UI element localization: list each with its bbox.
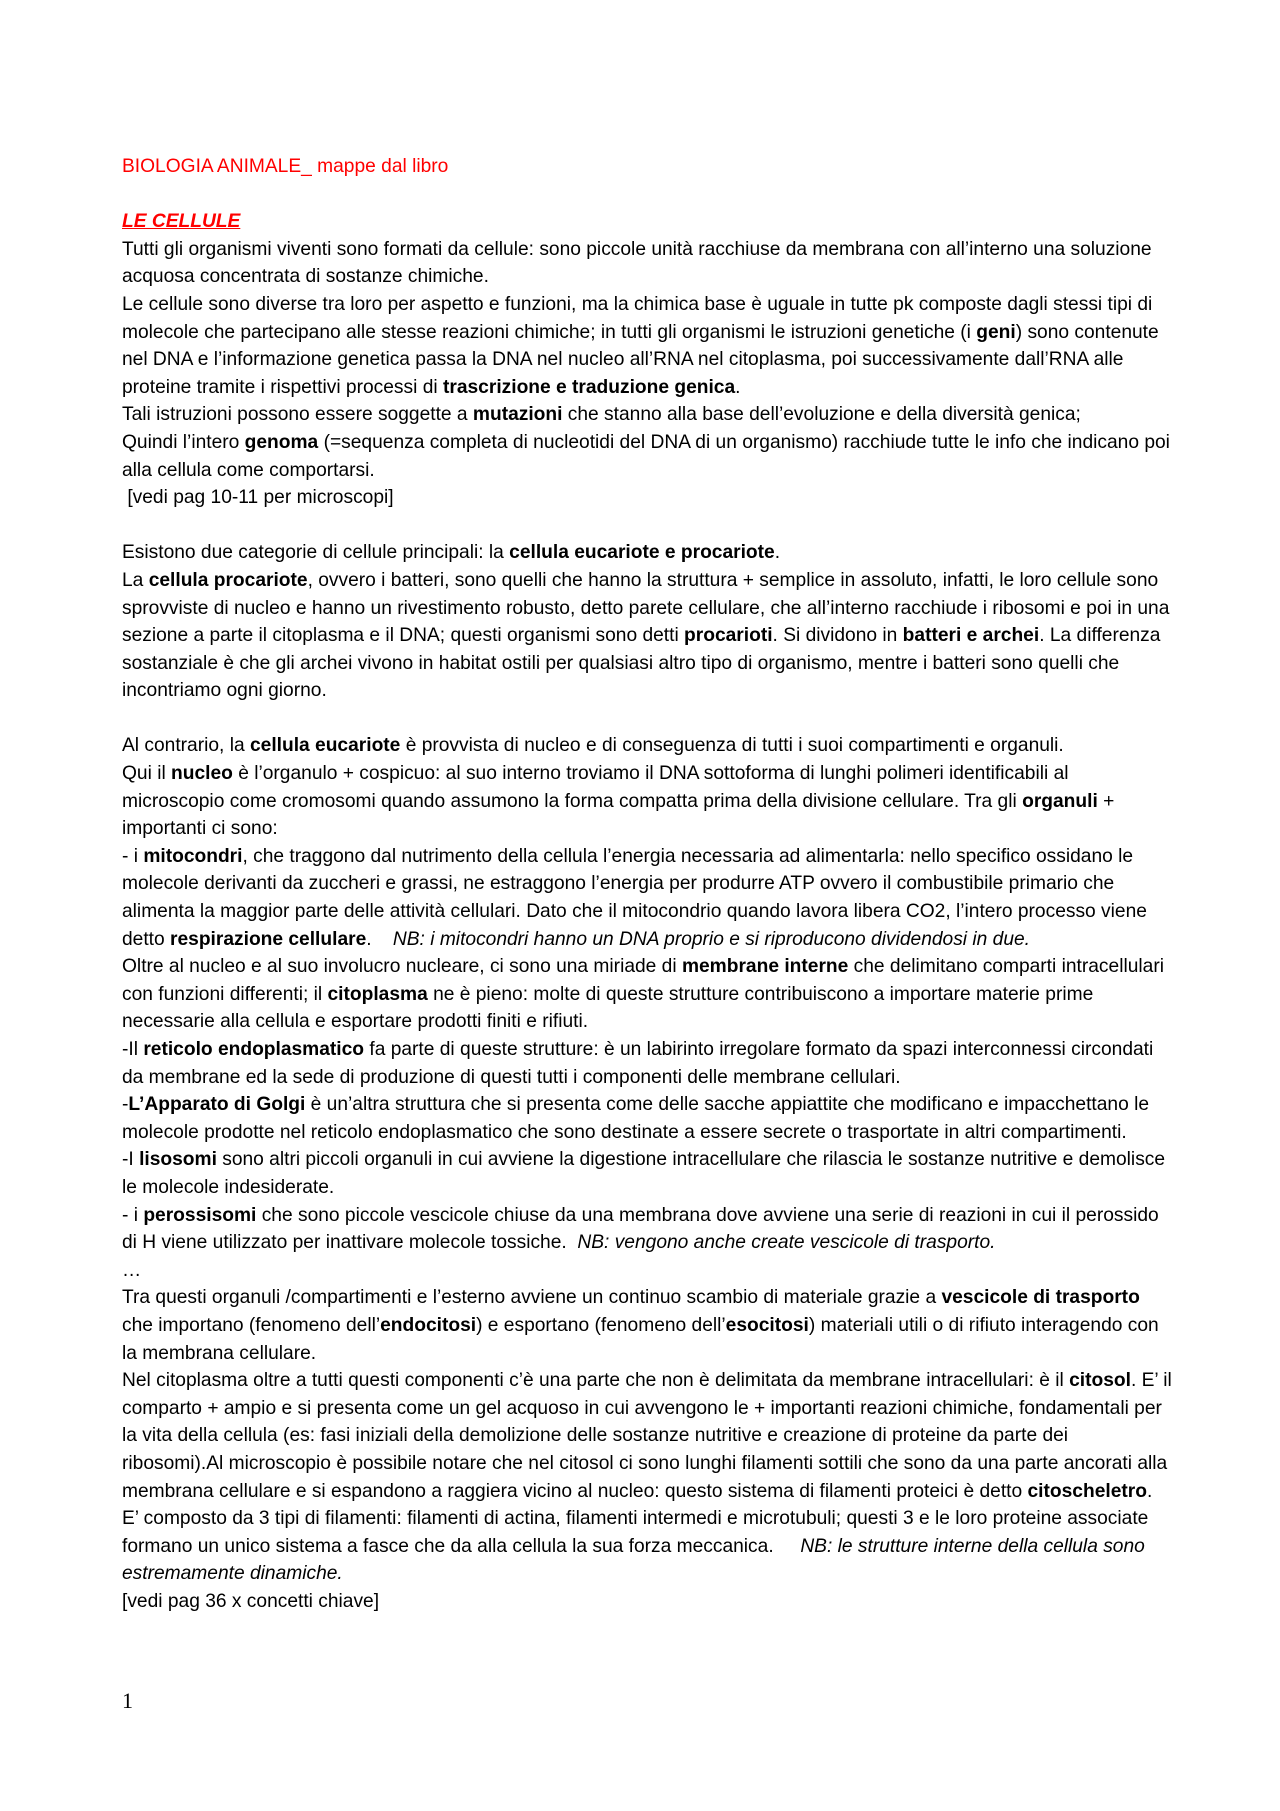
blank-line (122, 705, 1172, 733)
bold-term: mitocondri (143, 845, 243, 867)
section-title: LE CELLULE (122, 211, 241, 233)
paragraph-prokaryote (122, 567, 1172, 705)
text-run: Oltre al nucleo e al suo involucro nucleare, ci sono una miriade di (122, 956, 682, 978)
bold-term: nucleo (171, 763, 233, 785)
paragraph-transport-vesicles (122, 1284, 1172, 1367)
bold-term: lisosomi (139, 1149, 217, 1171)
bold-term: citoscheletro (1027, 1480, 1147, 1502)
text-run: (=sequenza completa di nucleotidi del DNA di un organismo) racchiude tutte le info che indicano poi alla cellula come comportarsi. (122, 431, 1170, 481)
text-run: ) e esportano (fenomeno dell’ (476, 1314, 726, 1336)
paragraph-cells-intro (122, 236, 1172, 291)
paragraph-endoplasmic-reticulum (122, 1036, 1172, 1091)
bold-term: perossisomi (143, 1204, 257, 1226)
text-run: . Si dividono in (772, 625, 903, 647)
text-run: , che traggono dal nutrimento della cellula l’energia necessaria ad alimentarla: nello specifico ossidano le molecole derivanti da zuccheri e grassi, ne estraggono l’energia per produrre ATP ovvero il combustibile primario che alimenta la maggior parte delle attività cellulari. Dato che il mitocondrio quando lavora libera CO2, l’intero processo viene detto (122, 845, 1147, 950)
bold-term: cellula eucariote (249, 735, 401, 757)
bold-term: endocitosi (380, 1314, 477, 1336)
text-run: -I (122, 1149, 140, 1171)
paragraph-peroxisomes (122, 1202, 1172, 1257)
text-run: Nel citoplasma oltre a tutti questi componenti c’è una parte che non è delimitata da membrane intracellulari: è il (122, 1370, 1070, 1392)
text-run: Tra questi organuli /compartimenti e l’esterno avviene un continuo scambio di materiale grazie a (122, 1287, 942, 1309)
paragraph-lysosomes (122, 1146, 1172, 1201)
bold-term: L’Apparato di Golgi (128, 1094, 306, 1116)
paragraph-mitochondria (122, 843, 1172, 953)
text-run: fa parte di queste strutture: è un labirinto irregolare formato da spazi interconnessi circondati da membrane ed la sede di produzione di questi tutti i componenti delle membrane cellulari. (122, 1039, 1154, 1088)
text-run: . (366, 928, 393, 950)
paragraph-cell-chemistry (122, 291, 1172, 401)
bold-term: esocitosi (725, 1314, 809, 1336)
blank-line (122, 181, 1172, 209)
paragraph-nucleus (122, 760, 1172, 843)
paragraph-cell-categories (122, 539, 1172, 567)
bold-term: trascrizione e traduzione genica (442, 376, 736, 398)
text-run: Al contrario, la (122, 735, 250, 757)
bold-term: cellula eucariote e procariote (509, 542, 775, 564)
bold-term: procarioti (684, 625, 773, 647)
text-run: che importano (fenomeno dell’ (122, 1314, 381, 1336)
text-run: . (774, 542, 781, 564)
document-title: BIOLOGIA ANIMALE_ mappe dal libro (122, 156, 449, 177)
paragraph-mutations (122, 401, 1172, 429)
bold-term: citosol (1069, 1370, 1131, 1392)
text-run: - i (122, 1204, 144, 1226)
section-heading (122, 208, 1172, 236)
paragraph-genome (122, 429, 1172, 484)
italic-note: NB: i mitocondri hanno un DNA proprio e si riproducono dividendosi in due. (392, 928, 1031, 950)
paragraph-golgi (122, 1091, 1172, 1146)
text-run: ne è pieno: molte di queste strutture contribuiscono a importare materie prime necessarie alla cellula e esportare prodotti finiti e rifiuti. (122, 983, 1094, 1033)
text-run: - (122, 1094, 129, 1116)
text-run: Quindi l’intero (122, 431, 245, 453)
ellipsis-line: … (122, 1259, 142, 1281)
bold-term: genoma (244, 431, 319, 453)
bold-term: membrane interne (681, 956, 849, 978)
text-run: . E’ composto da 3 tipi di filamenti: filamenti di actina, filamenti intermedi e microtubuli; questi 3 e le loro proteine associate formano un unico sistema a fasce che da alla cellula la sua forza meccanica. (122, 1480, 1158, 1557)
text-run: + importanti ci sono: (122, 790, 1115, 840)
text-run: -Il (122, 1039, 144, 1060)
page-number: 1 (122, 1688, 133, 1713)
text-run: La (122, 569, 149, 591)
text-run: è provvista di nucleo e di conseguenza di tutti i suoi compartimenti e organuli. (400, 735, 1064, 757)
bold-term: geni (976, 321, 1016, 343)
text-run: ) sono contenute nel DNA e l’informazione genetica passa la DNA nel nucleo all’RNA nel citoplasma, poi successivamente dall’RNA alle proteine tramite i rispettivi processi di (122, 321, 1159, 398)
text-run: . E’ il comparto + ampio e si presenta come un gel acquoso in cui avvengono le + importanti reazioni chimiche, fondamentali per la vita della cellula (es: fasi iniziali della demolizione delle sostanze nutritive e creazione di proteine da parte dei ribosomi).Al microscopio è possibile notare che nel citosol ci sono lunghi filamenti sottili che sono da una parte ancorati alla membrana cellulare e si espandono a raggiera vicino al nucleo: questo sistema di filamenti proteici è detto (122, 1370, 1172, 1502)
bold-term: cellula procariote (148, 569, 308, 591)
bold-term: organuli (1022, 790, 1098, 812)
text-run: , ovvero i batteri, sono quelli che hanno la struttura + semplice in assoluto, infatti, le loro cellule sono sprovviste di nucleo e hanno un rivestimento robusto, detto parete cellulare, che all’interno racchiude i ribosomi e poi in una sezione a parte il citoplasma e il DNA; questi organismi sono detti (122, 569, 1170, 647)
bold-term: vescicole di trasporto (941, 1287, 1140, 1309)
paragraph-cytosol (122, 1367, 1172, 1588)
bold-term: citoplasma (327, 983, 428, 1005)
text-run: che sono piccole vescicole chiuse da una membrana dove avviene una serie di reazioni in cui il perossido di H viene utilizzato per inattivare molecole tossiche. (122, 1204, 1165, 1254)
bold-term: reticolo endoplasmatico (143, 1039, 365, 1060)
text-run: che stanno alla base dell’evoluzione e della diversità genica; (562, 404, 1081, 426)
text-run: Esistono due categorie di cellule principali: la (122, 542, 510, 564)
note-microscopes: [vedi pag 10-11 per microscopi] (122, 487, 394, 509)
text-run: ) materiali utili o di rifiuto interagendo con la membrana cellulare. (122, 1314, 1159, 1364)
text-run: . La differenza sostanziale è che gli archei vivono in habitat ostili per qualsiasi altro tipo di organismo, mentre i batteri sono quelli che incontriamo ogni giorno. (122, 625, 1161, 702)
text-run: Qui il (122, 763, 172, 785)
blank-line (122, 512, 1172, 540)
italic-note: NB: le strutture interne della cellula sono estremamente dinamiche. (122, 1535, 1145, 1585)
bold-term: batteri e archei (902, 625, 1040, 647)
bold-term: respirazione cellulare (170, 928, 367, 950)
text-run: Tali istruzioni possono essere soggette a (122, 404, 473, 426)
italic-note: NB: vengono anche create vescicole di trasporto. (577, 1232, 996, 1254)
document-body (122, 153, 1172, 1615)
paragraph-eukaryote (122, 732, 1172, 760)
text-run: Le cellule sono diverse tra loro per aspetto e funzioni, ma la chimica base è uguale in tutte pk composte dagli stessi tipi di molecole che partecipano alle stesse reazioni chimiche; in tutti gli organismi le istruzioni genetiche (i (122, 293, 1153, 343)
text-run: . (735, 376, 741, 398)
text-run: è l’organulo + cospicuo: al suo interno troviamo il DNA sottoforma di lunghi polimeri identificabili al microscopio come cromosomi quando assumono la forma compatta prima della divisione cellulare. Tra gli (122, 763, 1069, 812)
text-run: che delimitano comparti intracellulari con funzioni differenti; il (122, 956, 1164, 1005)
paragraph-internal-membranes (122, 953, 1172, 1036)
note-key-concepts: [vedi pag 36 x concetti chiave] (122, 1590, 380, 1612)
text-run: Tutti gli organismi viventi sono formati da cellule: sono piccole unità racchiuse da membrana con all’interno una soluzione acquosa concentrata di sostanze chimiche. (122, 238, 1152, 288)
text-run: è un’altra struttura che si presenta come delle sacche appiattite che modificano e impacchettano le molecole prodotte nel reticolo endoplasmatico che sono destinate a essere secrete o trasportate in altri compartimenti. (122, 1094, 1150, 1143)
text-run: - i (122, 845, 144, 867)
text-run: sono altri piccoli organuli in cui avviene la digestione intracellulare che rilascia le sostanze nutritive e demolisce le molecole indesiderate. (122, 1149, 1166, 1198)
bold-term: mutazioni (472, 404, 563, 426)
